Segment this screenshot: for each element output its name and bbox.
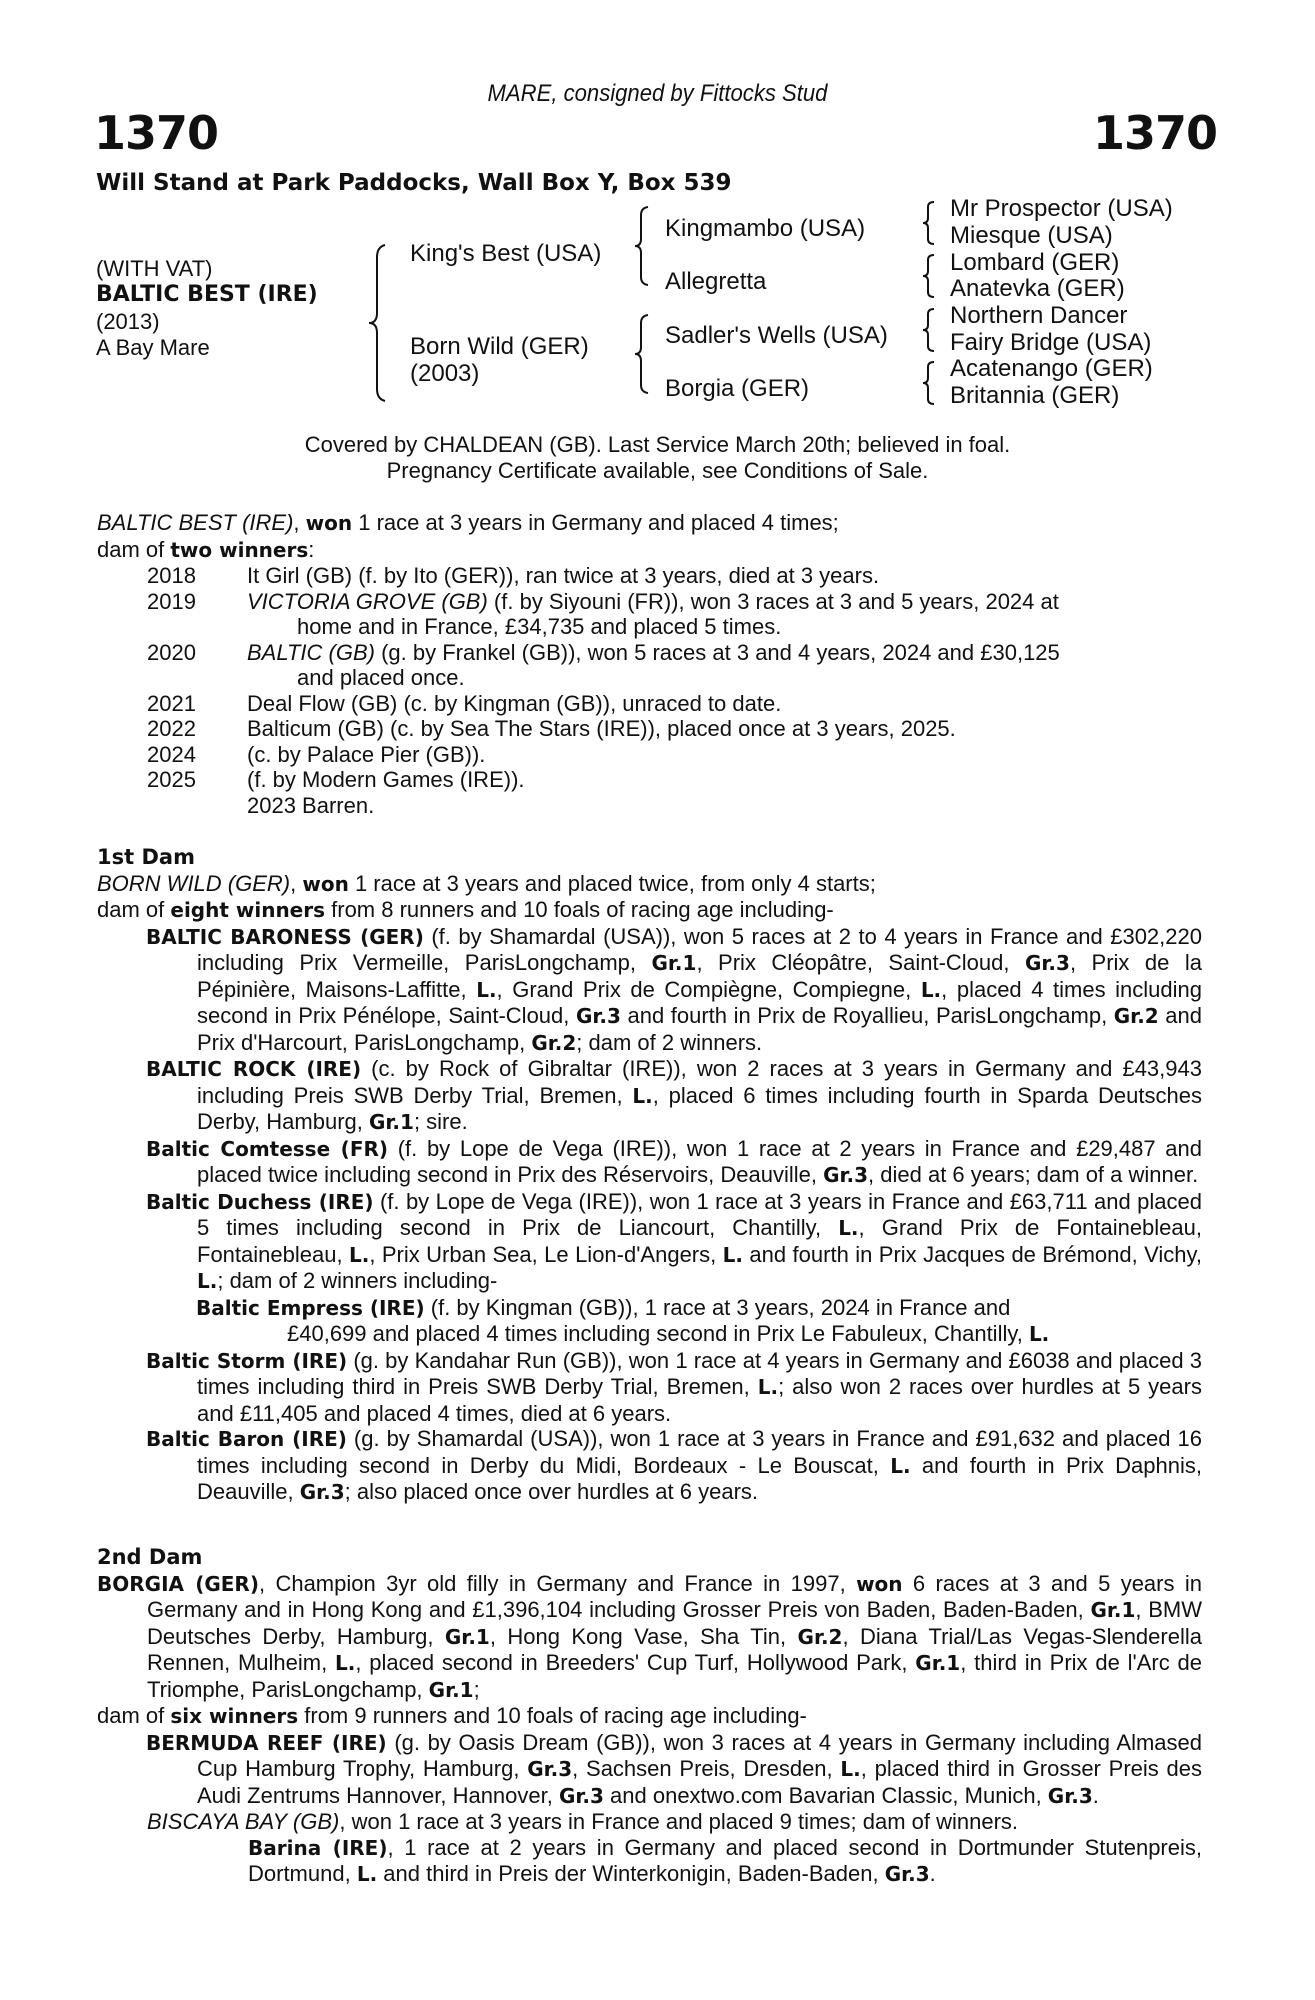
text-run: , placed second in Breeders' Cup Turf, Hollywood Park, [355,1650,916,1675]
text-run: from 9 runners and 10 foals of racing age including- [298,1703,807,1728]
sep: , [290,870,303,896]
text-run: (g. by Oasis Dream (GB)), won 3 races at 4 years in Germany including Almased Cup Hamburg Trophy, Hamburg, [197,1729,1202,1781]
produce-entry [247,716,1202,742]
foal-baltic-rock [97,1056,1202,1136]
produce-list [97,563,1202,818]
produce-text: 2023 Barren. [247,792,375,818]
text-run: Gr.1 [368,1110,414,1134]
text-run: L. [722,1242,744,1267]
sire-dam-sire: Lombard (GER) [950,249,1120,276]
won-label: won [302,871,349,896]
produce-entry [247,742,1202,768]
first-dam-summary [97,871,1202,898]
main-brace [365,243,395,403]
covered-line-1: Covered by CHALDEAN (GB). Last Service March 20th; believed in foal. [304,432,1011,457]
produce-text: (g. by Frankel (GB)), won 5 races at 3 and 4 years, 2024 and £30,125 [374,639,1060,665]
sep: , [293,510,306,535]
text-run: Gr.3 [558,1783,604,1808]
text-run: L. [356,1862,378,1886]
ds-brace [920,307,940,353]
mare-text: 1 race at 3 years in Germany and placed 4 times; [352,510,839,535]
mare-summary [97,510,1202,537]
horse-year: (2013) [96,309,160,334]
text-run: dam of [97,1703,171,1728]
foal-name: BALTIC BARONESS (GER) [146,924,424,949]
text-run: ; dam of 2 winners including- [217,1268,498,1293]
produce-text: (f. by Siyouni (FR)), won 3 races at 3 and 5 years, 2024 at [487,588,1059,614]
text-run: , Hong Kong Vase, Sha Tin, [489,1623,798,1649]
text-run: ; dam of 2 winners. [576,1029,763,1055]
foal-baltic-baron [97,1426,1202,1506]
foal-baltic-comtesse [97,1136,1202,1189]
produce-year: 2022 [147,716,196,741]
second-dam-heading: 2nd Dam [97,1545,203,1569]
sire: King's Best (USA) [410,240,602,267]
second-dam-produce [97,1703,1202,1730]
produce-text: (f. by Modern Games (IRE)). [247,767,525,792]
text-run: ; sire. [413,1109,468,1134]
dam-sire-dam: Fairy Bridge (USA) [950,329,1152,356]
text-run: six winners [170,1704,299,1728]
text-run: (g. by Shamardal (USA)), won 1 race at 3 years in France and £91,632 and placed 16 times including second in Derby du Midi, Bordeaux - Le Bouscat, [197,1426,1202,1478]
text-run: Gr.1 [915,1651,961,1675]
foal-baltic-empress-cont [97,1321,1202,1348]
foal-name: Baltic Baron (IRE) [146,1427,347,1451]
text-run: , Diana Trial/Las Vegas-Slenderella Rennen, Mulheim, [147,1623,1202,1675]
text-run: L. [335,1651,356,1675]
second-dam-section [97,1545,1202,1888]
text-run: , BMW Deutsches Derby, Hamburg, [147,1597,1202,1649]
sire-dam-dam: Anatevka (GER) [950,275,1125,302]
produce-winner-name: BALTIC (GB) [247,639,375,665]
produce-continuation: home and in France, £34,735 and placed 5 times. [297,614,782,639]
text-run: (f. by Kingman (GB)), 1 race at 3 years, 2024 in France and [424,1294,1011,1320]
text-run: Gr.3 [884,1862,930,1886]
text-run: , placed third in Grosser Preis des Audi Zentrums Hannover, Hannover, [197,1756,1202,1808]
text-run: Gr.3 [1047,1783,1093,1808]
first-dam-heading: 1st Dam [97,845,195,869]
produce-year [147,793,247,819]
second-dam-name: BORGIA (GER) [97,1571,259,1596]
foal-name: Baltic Comtesse (FR) [146,1136,389,1161]
dd-brace [920,360,940,406]
produce-text: (c. by Palace Pier (GB)). [247,741,486,767]
text-run: , placed 4 times including second in Prix Pénélope, Saint-Cloud, [197,976,1202,1028]
mare-dam-of [97,537,1202,564]
foal-baltic-storm [97,1348,1202,1427]
text-run: (f. by Shamardal (USA)), won 5 races at 2 to 4 years in France and £302,220 including Prix Vermeille, ParisLongchamp, [197,923,1202,975]
second-dam-summary [97,1571,1202,1704]
produce-entry [247,767,1202,793]
foal-biscaya-bay [97,1809,1202,1835]
text-run: L. [197,1269,218,1293]
text-run: , third in Prix de l'Arc de Triomphe, ParisLongchamp, [147,1650,1202,1702]
foal-name: Baltic Duchess (IRE) [146,1189,374,1214]
dam-dam-dam: Britannia (GER) [950,382,1120,409]
won-label: won [305,511,353,535]
text-run: , Prix de la Pépinière, Maisons-Laffitte, [197,950,1202,1002]
text-run: L. [348,1242,370,1267]
ss-brace [920,200,940,246]
lot-number-right: 1370 [1092,106,1217,160]
produce-entry [247,793,1202,819]
first-dam-name: BORN WILD (GER) [97,870,291,896]
dam-sire: Sadler's Wells (USA) [665,322,888,349]
text-run: (f. by Lope de Vega (IRE)), won 1 race at 3 years in France and £63,711 and placed 5 times including second in Prix de Liancourt, Chantilly, [197,1188,1202,1240]
produce-year: 2018 [147,563,196,588]
produce-text: Balticum (GB) (c. by Sea The Stars (IRE)), placed once at 3 years, 2025. [247,716,956,741]
consigned-line: MARE, consigned by Fittocks Stud [487,80,828,107]
text-run: L. [920,977,942,1002]
text-run: L. [840,1757,861,1781]
text-run: and Prix d'Harcourt, ParisLongchamp, [197,1003,1202,1055]
text-run: , Sachsen Preis, Dresden, [572,1756,841,1781]
text-run: Gr.2 [1113,1004,1159,1028]
stand-location: Will Stand at Park Paddocks, Wall Box Y, Box 539 [96,170,732,196]
winners-count: eight winners [170,898,326,922]
text-run: L. [838,1216,859,1240]
text-run: ; [473,1676,480,1702]
dam-sire-sire: Northern Dancer [950,302,1128,329]
foal-name: Barina (IRE) [248,1835,388,1860]
sire-sire-sire: Mr Prospector (USA) [950,195,1173,222]
text-run: Gr.3 [1024,951,1070,975]
text-run: Gr.3 [527,1757,573,1781]
dam-dam-sire: Acatenango (GER) [950,355,1153,382]
foal-barina [97,1835,1202,1888]
text-run: ; also won 2 races over hurdles at 5 years and £11,405 and placed 4 times, died at 6 years. [197,1374,1202,1426]
dam-of: dam of [97,536,171,562]
text-run: Gr.1 [1090,1598,1136,1622]
text-run: £40,699 and placed 4 times including second in Prix Le Fabuleux, Chantilly, [287,1321,1029,1346]
foal-name: BALTIC ROCK (IRE) [146,1057,362,1081]
text-run: , Grand Prix de Compiègne, Compiegne, [496,976,921,1002]
produce-entry [247,640,1202,666]
text-run: Gr.2 [797,1624,843,1649]
first-dam-text: 1 race at 3 years and placed twice, from only 4 starts; [348,870,876,896]
foal-baltic-empress [97,1295,1202,1322]
dam-brace [632,313,656,395]
sd-brace [920,253,940,299]
produce-text: from 8 runners and 10 foals of racing age including- [325,897,834,922]
foal-name: BISCAYA BAY (GB) [147,1809,340,1834]
mare-name: BALTIC BEST (IRE) [97,510,294,535]
text-run: , Prix Urban Sea, Le Lion-d'Angers, [369,1241,723,1267]
produce-entry [247,563,1202,589]
sire-dam: Allegretta [665,268,767,295]
text-run: Gr.1 [651,951,697,975]
text-run: . [929,1861,936,1886]
foal-baltic-duchess [97,1189,1202,1295]
produce-year: 2021 [147,690,196,716]
text-run: L. [757,1375,779,1399]
text-run: 6 races at 3 and 5 years in Germany and in Hong Kong and £1,396,104 including Grosser Preis von Baden, Baden-Baden, [147,1570,1202,1622]
text-run: , won 1 race at 3 years in France and placed 9 times; dam of winners. [339,1809,1019,1834]
text-run: (c. by Rock of Gibraltar (IRE)), won 2 races at 3 years in Germany and £43,943 including Preis SWB Derby Trial, Bremen, [197,1056,1202,1108]
foal-bermuda-reef [97,1730,1202,1810]
produce-year: 2020 [147,639,196,665]
lot-number-left: 1370 [94,106,219,160]
produce-text: Deal Flow (GB) (c. by Kingman (GB)), unraced to date. [247,690,782,716]
dam-dam: Borgia (GER) [665,375,810,402]
text-run: Gr.3 [575,1004,621,1028]
dam: Born Wild (GER) [410,333,589,360]
text-run: Gr.1 [444,1624,490,1649]
foal-name: Baltic Storm (IRE) [146,1348,348,1373]
text-run: ; also placed once over hurdles at 6 years. [344,1479,759,1504]
dam-year: (2003) [410,360,480,387]
text-run: and fourth in Prix Daphnis, Deauville, [197,1452,1202,1504]
text-run: Gr.1 [428,1677,474,1702]
produce-entry [247,691,1202,717]
horse-vat: (WITH VAT) [96,256,213,281]
foal-baltic-baroness [97,924,1202,1057]
dam-of: dam of [97,897,171,922]
text-run: and fourth in Prix Jacques de Brémond, Vichy, [743,1241,1203,1267]
text-run: Gr.3 [299,1480,345,1504]
text-run: (g. by Kandahar Run (GB)), won 1 race at 4 years in Germany and £6038 and placed 3 times including third in Preis SWB Derby Trial, Bremen, [197,1347,1202,1399]
pedigree-table [0,195,1315,425]
text-run: (f. by Lope de Vega (IRE)), won 1 race at 2 years in France and £29,487 and placed twice including second in Prix des Réservoirs, Deauville, [197,1135,1202,1187]
text-run: L. [1028,1322,1050,1346]
foal-name: Baltic Empress (IRE) [196,1295,425,1320]
text-run: L. [632,1083,653,1108]
first-dam-section [97,845,1202,1506]
horse-name: BALTIC BEST (IRE) [96,282,318,307]
text-run: , died at 6 years; dam of a winner. [868,1162,1199,1187]
covered-note [0,432,1315,484]
colon: : [308,536,315,562]
text-run: Gr.2 [531,1030,577,1055]
sire-sire-dam: Miesque (USA) [950,222,1113,249]
text-run: , Grand Prix de Fontainebleau, Fontainebleau, [197,1215,1202,1267]
produce-winner-name: VICTORIA GROVE (GB) [247,588,488,614]
covered-line-2: Pregnancy Certificate available, see Conditions of Sale. [386,458,929,483]
text-run: , Champion 3yr old filly in Germany and France in 1997, [258,1570,857,1596]
text-run: and fourth in Prix de Royallieu, ParisLongchamp, [620,1003,1114,1028]
text-run: Gr.3 [823,1163,869,1187]
produce-text: It Girl (GB) (f. by Ito (GER)), ran twice at 3 years, died at 3 years. [247,563,880,588]
produce-year: 2019 [147,588,196,614]
sire-brace [632,205,656,287]
produce-year: 2025 [147,767,196,792]
text-run: won [856,1571,903,1596]
produce-continuation: and placed once. [297,665,465,690]
text-run: . [1092,1782,1099,1808]
text-run: L. [476,977,497,1002]
text-run: , Prix Cléopâtre, Saint-Cloud, [696,950,1025,975]
mare-record [97,510,1202,818]
produce-entry [247,589,1202,615]
text-run: , 1 race at 2 years in Germany and placed second in Dortmunder Stutenpreis, Dortmund, [248,1834,1202,1886]
text-run: and onextwo.com Bavarian Classic, Munich, [603,1782,1048,1808]
first-dam-produce [97,897,1202,924]
produce-year: 2024 [147,741,196,767]
text-run: , placed 6 times including fourth in Sparda Deutsches Derby, Hamburg, [197,1082,1202,1134]
text-run: and third in Preis der Winterkonigin, Baden-Baden, [377,1861,885,1886]
sire-sire: Kingmambo (USA) [665,215,866,242]
foal-name: BERMUDA REEF (IRE) [146,1730,387,1755]
winners-count: two winners [170,537,309,562]
text-run: L. [890,1453,911,1478]
horse-description: A Bay Mare [96,335,210,360]
